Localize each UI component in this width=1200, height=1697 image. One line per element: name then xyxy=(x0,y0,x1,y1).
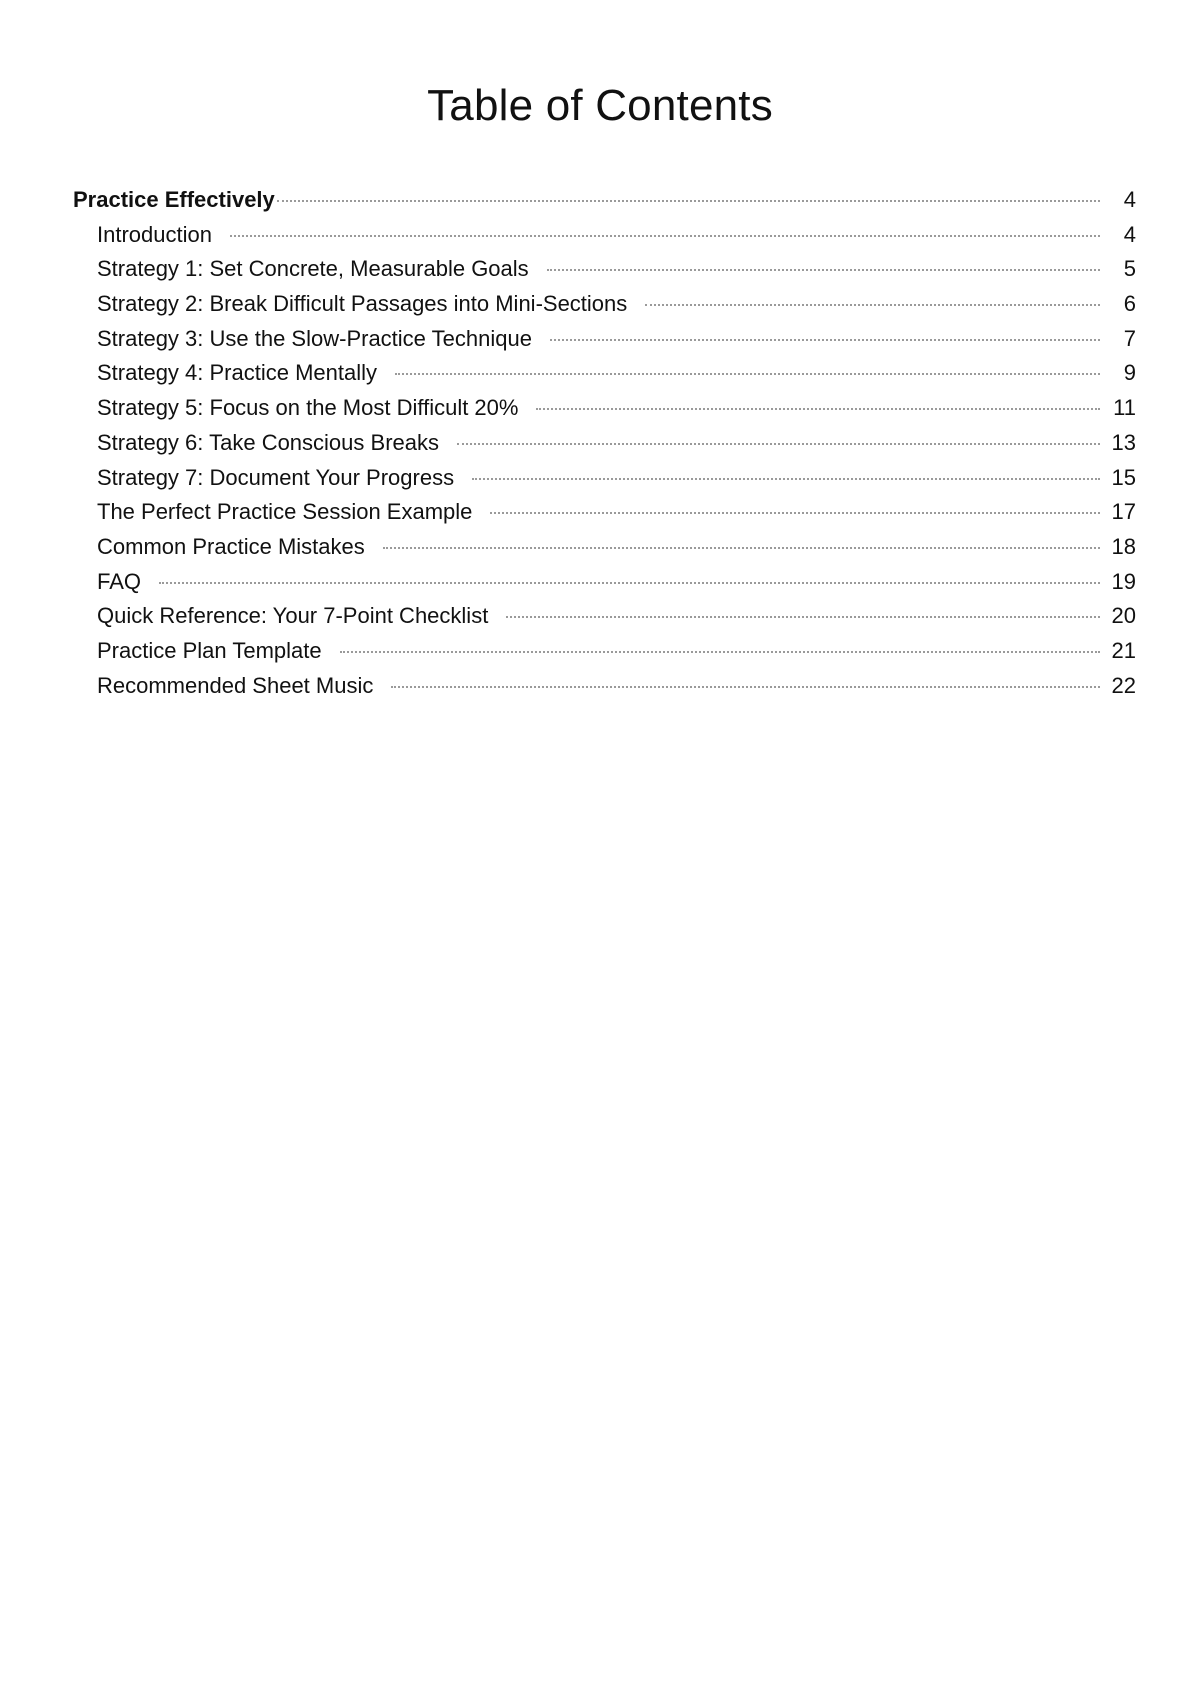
toc-entry-label: Strategy 4: Practice Mentally xyxy=(97,360,378,386)
toc-entry[interactable] xyxy=(73,322,1136,357)
toc-entry[interactable] xyxy=(73,530,1136,565)
dot-leader xyxy=(457,443,1100,445)
dot-leader xyxy=(395,373,1100,375)
toc-entry-label: Strategy 1: Set Concrete, Measurable Goals xyxy=(97,256,529,282)
dot-leader xyxy=(391,686,1099,688)
toc-entry[interactable] xyxy=(73,356,1136,391)
dot-leader xyxy=(472,478,1099,480)
toc-entry-page: 4 xyxy=(1123,187,1136,212)
toc-entry[interactable] xyxy=(73,565,1136,600)
toc-entry[interactable] xyxy=(73,252,1136,287)
toc-entry[interactable] xyxy=(73,218,1136,253)
toc-entry[interactable] xyxy=(73,183,1136,218)
toc-entry[interactable] xyxy=(73,599,1136,634)
toc-entry-page: 7 xyxy=(1123,325,1136,351)
toc-entry[interactable] xyxy=(73,495,1136,530)
toc-entry-label: Strategy 6: Take Conscious Breaks xyxy=(97,429,439,455)
toc-entry-label: Quick Reference: Your 7-Point Checklist xyxy=(97,603,489,629)
toc-entry-page: 18 xyxy=(1111,533,1136,559)
toc-entry-label: Introduction xyxy=(97,221,212,247)
toc-entry[interactable] xyxy=(73,426,1136,461)
toc-entry-label: Common Practice Mistakes xyxy=(97,533,365,559)
toc-entry-page: 19 xyxy=(1111,568,1136,594)
toc-entry[interactable] xyxy=(73,634,1136,669)
toc-entry-label: Recommended Sheet Music xyxy=(97,672,374,698)
toc-entry-page: 22 xyxy=(1111,672,1136,698)
toc-entry-label: Strategy 3: Use the Slow-Practice Technique xyxy=(97,325,532,351)
toc-entry-page: 6 xyxy=(1123,291,1136,317)
toc-entry[interactable] xyxy=(73,461,1136,496)
toc-entry-page: 9 xyxy=(1123,360,1136,386)
toc-entry-label: Strategy 2: Break Difficult Passages into Mini-Sections xyxy=(97,291,628,317)
dot-leader xyxy=(536,408,1100,410)
dot-leader xyxy=(383,547,1100,549)
toc-entry-page: 15 xyxy=(1111,464,1136,490)
toc-entry[interactable] xyxy=(73,391,1136,426)
toc-entry-label: Practice Plan Template xyxy=(97,637,322,663)
dot-leader xyxy=(547,269,1100,271)
dot-leader xyxy=(490,512,1099,514)
dot-leader xyxy=(645,304,1100,306)
toc-entry-label: The Perfect Practice Session Example xyxy=(97,499,473,525)
dot-leader xyxy=(506,616,1099,618)
toc-entry-label: FAQ xyxy=(97,568,142,594)
page-title: Table of Contents xyxy=(427,81,773,130)
toc-list xyxy=(73,183,1136,703)
toc-entry-label: Practice Effectively xyxy=(73,187,275,212)
toc-entry-page: 11 xyxy=(1113,395,1136,421)
toc-entry-page: 13 xyxy=(1111,429,1136,455)
toc-entry[interactable] xyxy=(73,287,1136,322)
toc-entry-label: Strategy 5: Focus on the Most Difficult 20% xyxy=(97,395,519,421)
toc-entry-page: 20 xyxy=(1111,603,1136,629)
toc-entry-page: 4 xyxy=(1123,221,1136,247)
toc-entry-page: 21 xyxy=(1111,637,1136,663)
dot-leader xyxy=(159,582,1100,584)
toc-entry[interactable] xyxy=(73,669,1136,704)
toc-entry-page: 17 xyxy=(1111,499,1136,525)
dot-leader xyxy=(550,339,1100,341)
dot-leader xyxy=(277,200,1100,202)
dot-leader xyxy=(230,235,1100,237)
toc-entry-label: Strategy 7: Document Your Progress xyxy=(97,464,455,490)
dot-leader xyxy=(340,651,1100,653)
toc-entry-page: 5 xyxy=(1123,256,1136,282)
